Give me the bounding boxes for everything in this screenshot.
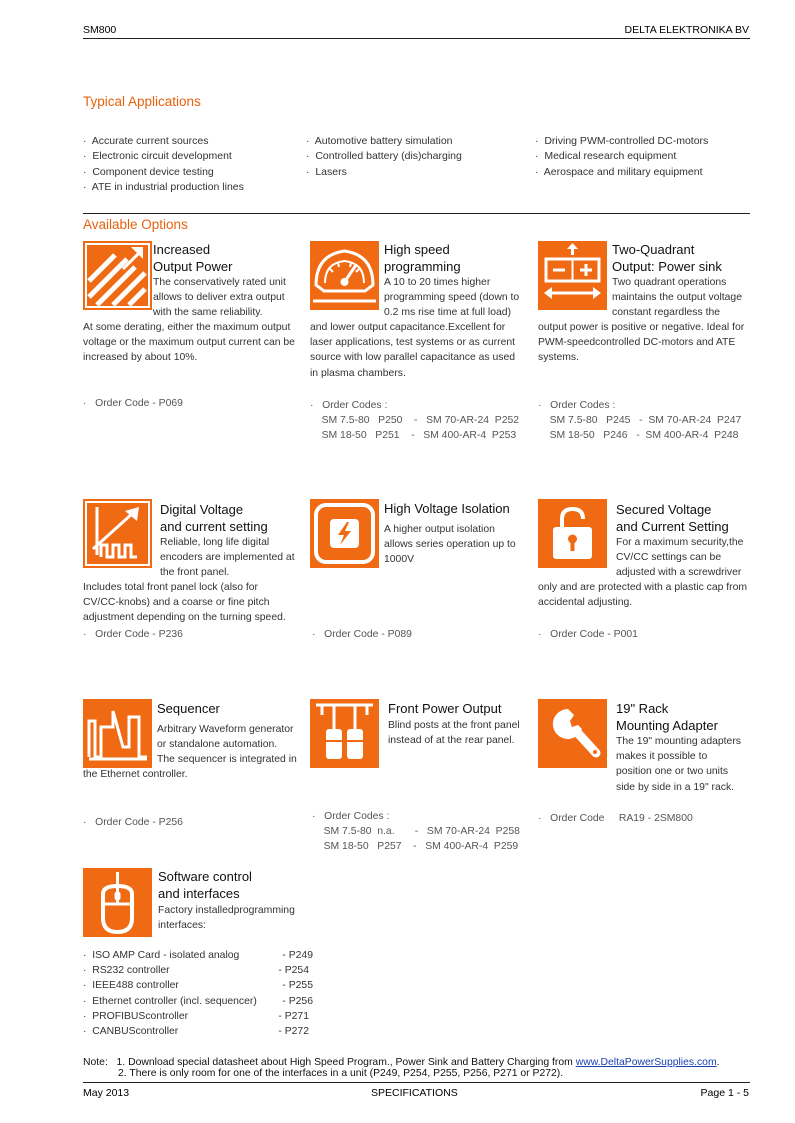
option-description-continued: Includes total front panel lock (also for CV/CC-knobs) and a coarse or fine pitch adjustment depending on the turning speed. [83, 582, 286, 624]
option-description-continued: and lower output capacitance.Excellent for laser applications, test systems or as current source with low parallel capacitance as used in plasma chambers. [310, 322, 516, 379]
list-item: · Electronic circuit development [83, 150, 232, 163]
order-code: · Order Code - P069 [83, 398, 183, 409]
list-item: · PROFIBUScontroller - P271 [83, 1010, 309, 1022]
order-code: · Order Code - P001 [538, 629, 638, 640]
available-options-title: Available Options [83, 217, 188, 232]
list-item: · CANBUScontroller - P272 [83, 1026, 309, 1038]
website-link[interactable]: www.DeltaPowerSupplies.com [575, 1057, 717, 1068]
two-quadrant-icon [538, 241, 607, 310]
options-rule [83, 213, 750, 214]
option-description: A 10 to 20 times higher programming speed (down to 0.2 ms rise time at full load) [384, 277, 520, 319]
option-title: Two-Quadrant Output: Power sink [612, 242, 722, 274]
footer-section: SPECIFICATIONS [371, 1087, 458, 1099]
option-description: Factory installedprogramming interfaces: [158, 905, 295, 932]
list-item: · IEEE488 controller - P255 [83, 980, 313, 992]
option-title: Digital Voltage and current setting [160, 502, 268, 534]
waveform-icon [83, 699, 152, 768]
option-description-continued: At some derating, either the maximum output voltage or the maximum output current can be increased by about 10%. [83, 322, 295, 364]
order-code: · Order Code - P236 [83, 629, 183, 640]
list-item: · Automotive battery simulation [306, 135, 453, 147]
list-item: · Ethernet controller (incl. sequencer) - P256 [83, 995, 313, 1007]
digital-setting-icon [83, 499, 152, 568]
footer-page-number: Page 1 - 5 [700, 1087, 749, 1099]
option-title: Sequencer [157, 701, 220, 716]
option-description: Blind posts at the front panel instead of at the rear panel. [388, 720, 520, 747]
notes: Note: 1. Download special datasheet about High Speed Program., Power Sink and Battery Charging from www.DeltaPowerSupplies.com. [83, 1057, 720, 1068]
output-power-icon [83, 241, 152, 310]
note-1: 1. Download special datasheet about High Speed Program., Power Sink and Battery Charging from [116, 1057, 576, 1068]
list-item: · ISO AMP Card - isolated analog - P249 [83, 950, 313, 961]
order-codes: · Order Codes : SM 7.5-80 P250 - SM 70-AR-24 P252 SM 18-50 P251 - SM 400-AR-4 P253 [310, 400, 520, 441]
list-item: · Driving PWM-controlled DC-motors [535, 135, 709, 147]
list-item: · RS232 controller - P254 [83, 965, 309, 977]
order-codes: · Order Codes : SM 7.5-80 P245 - SM 70-AR-24 P247 SM 18-50 P246 - SM 400-AR-4 P248 [538, 400, 742, 441]
typical-col-2 [306, 134, 462, 180]
option-description-continued: the Ethernet controller. [83, 769, 188, 780]
footer-date: May 2013 [83, 1087, 130, 1099]
order-code: · Order Code - P256 [83, 817, 183, 828]
header-company: DELTA ELEKTRONIKA BV [624, 24, 749, 36]
option-title: Front Power Output [388, 701, 502, 716]
option-title: Increased Output Power [153, 242, 233, 274]
option-title: Secured Voltage and Current Setting [616, 502, 729, 534]
list-item: · Accurate current sources [83, 135, 209, 147]
list-item: · Aerospace and military equipment [535, 165, 703, 178]
padlock-icon [538, 499, 607, 568]
option-description: Arbitrary Waveform generator or standalone automation. The sequencer is integrated in [157, 724, 297, 766]
note-2: 2. There is only room for one of the interfaces in a unit (P249, P254, P255, P256, P271 or P272). [118, 1068, 564, 1079]
option-description: For a maximum security,the CV/CC settings can be adjusted with a screwdriver [616, 537, 744, 579]
mouse-icon [83, 868, 152, 937]
list-item: · Medical research equipment [535, 150, 677, 163]
list-item: · Component device testing [83, 165, 214, 178]
option-description: Reliable, long life digital encoders are implemented at the front panel. [160, 537, 295, 579]
order-codes: · Order Codes : SM 7.5-80 n.a. - SM 70-AR-24 P258 SM 18-50 P257 - SM 400-AR-4 P259 [312, 811, 520, 852]
option-description-continued: only and are protected with a plastic cap from accidental adjusting. [538, 582, 748, 609]
typical-col-3 [535, 134, 708, 180]
speedometer-icon [310, 241, 379, 310]
notes-label: Note: [83, 1057, 108, 1068]
option-description: A higher output isolation allows series operation up to 1000V [384, 524, 516, 566]
header-rule [83, 38, 750, 39]
option-description: The 19" mounting adapters makes it possible to position one or two units side by side in a 19" rack. [616, 736, 741, 793]
typical-applications-title: Typical Applications [83, 94, 201, 109]
option-title: High speed programming [384, 242, 461, 274]
high-voltage-icon [310, 499, 379, 568]
footer-rule [83, 1082, 750, 1083]
option-description: The conservatively rated unit allows to deliver extra output with the same reliability. [153, 277, 286, 319]
order-code: · Order Code RA19 - 2SM800 [538, 813, 693, 824]
list-item: · Lasers [306, 165, 347, 178]
order-code: · Order Code - P089 [312, 629, 412, 640]
option-title: 19" Rack Mounting Adapter [616, 701, 718, 733]
typical-col-1 [83, 134, 244, 196]
header-doc-id: SM800 [83, 24, 117, 36]
option-description: Two quadrant operations maintains the output voltage constant regardless the [612, 277, 742, 319]
option-title: Software control and interfaces [158, 869, 252, 901]
list-item: · Controlled battery (dis)charging [306, 150, 462, 163]
interface-list [83, 948, 313, 1039]
wrench-icon [538, 699, 607, 768]
list-item: · ATE in industrial production lines [83, 181, 244, 194]
binding-posts-icon [310, 699, 379, 768]
option-description-continued: output power is positive or negative. Ideal for PWM-speedcontrolled DC-motors and ATE systems. [538, 322, 745, 364]
option-title: High Voltage Isolation [384, 501, 510, 516]
